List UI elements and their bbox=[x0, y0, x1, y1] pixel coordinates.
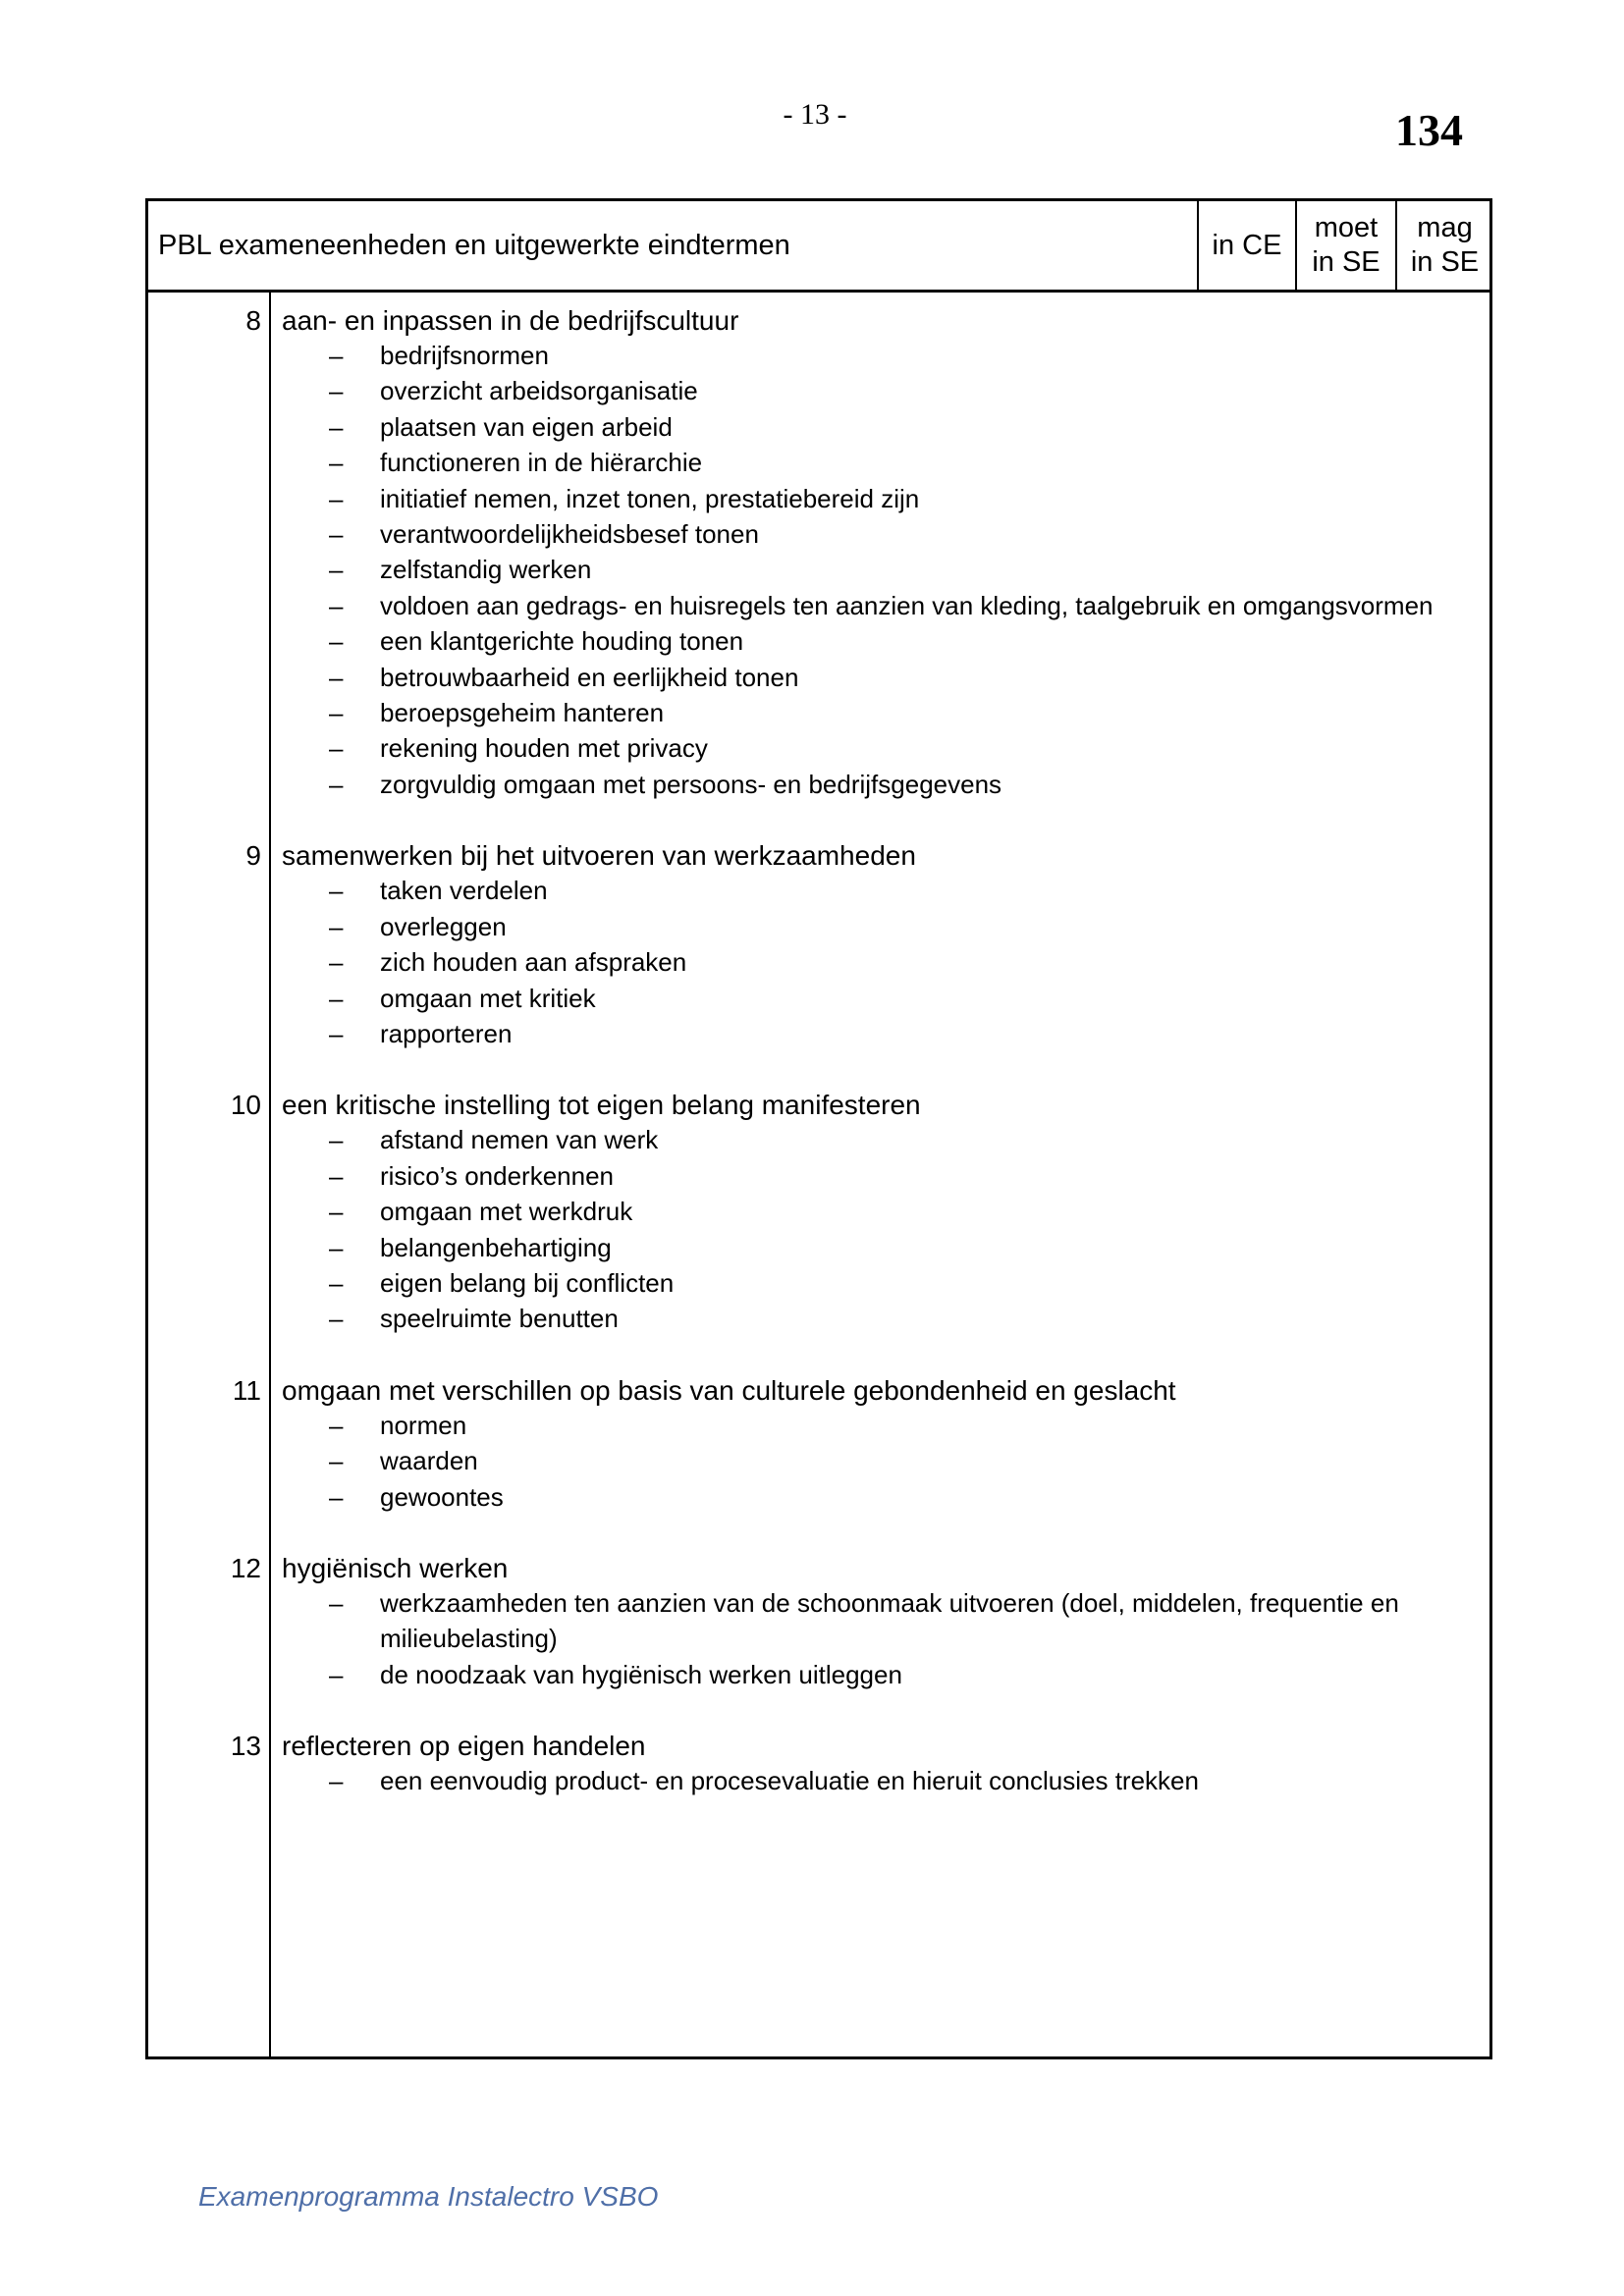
list-item bbox=[148, 695, 1489, 730]
section-title: samenwerken bij het uitvoeren van werkzaamheden bbox=[282, 840, 916, 872]
list-item-text: taken verdelen bbox=[380, 876, 548, 906]
page-number: - 13 - bbox=[783, 98, 847, 131]
section-number: 8 bbox=[245, 305, 261, 336]
list-item bbox=[148, 1585, 1489, 1657]
section-header bbox=[148, 1087, 1489, 1122]
dash-bullet-icon: – bbox=[329, 911, 344, 941]
list-item-text: waarden bbox=[380, 1446, 478, 1476]
list-item-text: omgaan met kritiek bbox=[380, 983, 596, 1013]
column-header-moet-line2: in SE bbox=[1312, 246, 1380, 278]
list-item-text: rekening houden met privacy bbox=[380, 733, 708, 764]
dash-bullet-icon: – bbox=[329, 1125, 344, 1155]
dash-bullet-icon: – bbox=[329, 769, 344, 799]
section-11 bbox=[148, 1372, 1489, 1515]
column-header-mag-line2: in SE bbox=[1410, 246, 1480, 278]
column-header-moet-in-se bbox=[1295, 201, 1395, 290]
section-10 bbox=[148, 1087, 1489, 1336]
list-item bbox=[148, 338, 1489, 373]
list-item bbox=[148, 909, 1489, 944]
list-item bbox=[148, 445, 1489, 480]
list-item bbox=[148, 1230, 1489, 1265]
section-title: een kritische instelling tot eigen belang manifesteren bbox=[282, 1090, 921, 1121]
list-item-text: zich houden aan afspraken bbox=[380, 947, 687, 978]
list-item bbox=[148, 1265, 1489, 1301]
list-item bbox=[148, 1016, 1489, 1051]
list-item bbox=[148, 944, 1489, 980]
section-header bbox=[148, 1550, 1489, 1585]
list-item bbox=[148, 660, 1489, 695]
list-item-text: overzicht arbeidsorganisatie bbox=[380, 376, 698, 406]
section-header bbox=[148, 837, 1489, 873]
list-item bbox=[148, 373, 1489, 408]
list-item-text: belangenbehartiging bbox=[380, 1232, 612, 1262]
section-title: hygiënisch werken bbox=[282, 1552, 509, 1583]
table-body bbox=[148, 293, 1489, 1835]
list-item bbox=[148, 730, 1489, 766]
section-header bbox=[148, 1372, 1489, 1408]
list-item bbox=[148, 767, 1489, 802]
dash-bullet-icon: – bbox=[329, 876, 344, 906]
dash-bullet-icon: – bbox=[329, 1587, 344, 1618]
dash-bullet-icon: – bbox=[329, 1481, 344, 1512]
section-header bbox=[148, 1728, 1489, 1763]
list-item-text: een eenvoudig product- en procesevaluatie en hieruit conclusies trekken bbox=[380, 1766, 1199, 1796]
list-item bbox=[148, 481, 1489, 516]
section-title: aan- en inpassen in de bedrijfscultuur bbox=[282, 305, 739, 336]
section-number: 13 bbox=[230, 1731, 261, 1762]
column-header-mag-in-se bbox=[1395, 201, 1492, 290]
dash-bullet-icon: – bbox=[329, 1018, 344, 1048]
list-item-text: zelfstandig werken bbox=[380, 555, 592, 585]
section-header bbox=[148, 302, 1489, 338]
list-item-text: de noodzaak van hygiënisch werken uitleggen bbox=[380, 1659, 902, 1689]
list-item-text: omgaan met werkdruk bbox=[380, 1197, 633, 1227]
dash-bullet-icon: – bbox=[329, 1304, 344, 1334]
list-item bbox=[148, 1763, 1489, 1798]
list-item bbox=[148, 1408, 1489, 1443]
list-item bbox=[148, 552, 1489, 587]
dash-bullet-icon: – bbox=[329, 733, 344, 764]
list-item-text: betrouwbaarheid en eerlijkheid tonen bbox=[380, 662, 799, 692]
column-header-mag-line1: mag bbox=[1417, 212, 1473, 243]
list-item-text: zorgvuldig omgaan met persoons- en bedrijfsgegevens bbox=[380, 769, 1002, 799]
list-item bbox=[148, 516, 1489, 552]
list-item bbox=[148, 623, 1489, 659]
dash-bullet-icon: – bbox=[329, 411, 344, 442]
dash-bullet-icon: – bbox=[329, 483, 344, 513]
list-item-text: afstand nemen van werk bbox=[380, 1125, 659, 1155]
dash-bullet-icon: – bbox=[329, 448, 344, 478]
section-number: 11 bbox=[232, 1374, 261, 1406]
list-item-text: eigen belang bij conflicten bbox=[380, 1267, 675, 1298]
dash-bullet-icon: – bbox=[329, 341, 344, 370]
dash-bullet-icon: – bbox=[329, 626, 344, 657]
list-item-text: functioneren in de hiërarchie bbox=[380, 448, 703, 478]
dash-bullet-icon: – bbox=[329, 1766, 344, 1796]
list-item-text: verantwoordelijkheidsbesef tonen bbox=[380, 519, 759, 550]
section-title: reflecteren op eigen handelen bbox=[282, 1731, 646, 1762]
dash-bullet-icon: – bbox=[329, 1197, 344, 1227]
table-header bbox=[148, 201, 1489, 293]
section-number: 12 bbox=[230, 1552, 261, 1583]
list-item-text: risico’s onderkennen bbox=[380, 1160, 614, 1191]
list-item bbox=[148, 873, 1489, 908]
section-number: 9 bbox=[245, 840, 261, 872]
document-number: 134 bbox=[1395, 105, 1463, 155]
dash-bullet-icon: – bbox=[329, 519, 344, 550]
list-item-text: speelruimte benutten bbox=[380, 1304, 619, 1334]
dash-bullet-icon: – bbox=[329, 698, 344, 728]
dash-bullet-icon: – bbox=[329, 947, 344, 978]
section-12 bbox=[148, 1550, 1489, 1692]
section-13 bbox=[148, 1728, 1489, 1798]
dash-bullet-icon: – bbox=[329, 1267, 344, 1298]
list-item bbox=[148, 1158, 1489, 1194]
list-item bbox=[148, 1479, 1489, 1515]
exam-units-table bbox=[145, 198, 1492, 2059]
dash-bullet-icon: – bbox=[329, 376, 344, 406]
section-8 bbox=[148, 302, 1489, 802]
column-header-in-ce: in CE bbox=[1197, 201, 1295, 290]
list-item-text: beroepsgeheim hanteren bbox=[380, 698, 665, 728]
dash-bullet-icon: – bbox=[329, 1659, 344, 1689]
section-9 bbox=[148, 837, 1489, 1051]
list-item bbox=[148, 981, 1489, 1016]
list-item bbox=[148, 1194, 1489, 1229]
list-item bbox=[148, 588, 1489, 623]
list-item-text: een klantgerichte houding tonen bbox=[380, 626, 744, 657]
list-item-text: overleggen bbox=[380, 911, 507, 941]
list-item-text: initiatief nemen, inzet tonen, prestatiebereid zijn bbox=[380, 483, 920, 513]
list-item bbox=[148, 1301, 1489, 1336]
dash-bullet-icon: – bbox=[329, 1232, 344, 1262]
dash-bullet-icon: – bbox=[329, 662, 344, 692]
section-title: omgaan met verschillen op basis van culturele gebondenheid en geslacht bbox=[282, 1374, 1176, 1406]
list-item-text: plaatsen van eigen arbeid bbox=[380, 411, 673, 442]
list-item bbox=[148, 1122, 1489, 1157]
dash-bullet-icon: – bbox=[329, 983, 344, 1013]
dash-bullet-icon: – bbox=[329, 555, 344, 585]
list-item-text: voldoen aan gedrags- en huisregels ten aanzien van kleding, taalgebruik en omgangsvormen bbox=[380, 590, 1434, 620]
section-number: 10 bbox=[230, 1090, 261, 1121]
list-item-text: bedrijfsnormen bbox=[380, 341, 549, 370]
list-item bbox=[148, 1657, 1489, 1692]
list-item-text: werkzaamheden ten aanzien van de schoonmaak uitvoeren (doel, middelen, frequentie en milieubelasting) bbox=[380, 1587, 1399, 1654]
dash-bullet-icon: – bbox=[329, 1160, 344, 1191]
dash-bullet-icon: – bbox=[329, 1446, 344, 1476]
column-header-moet-line1: moet bbox=[1314, 212, 1379, 243]
dash-bullet-icon: – bbox=[329, 1410, 344, 1440]
footer-document-title: Examenprogramma Instalectro VSBO bbox=[198, 2181, 659, 2212]
column-header-title: PBL exameneenheden en uitgewerkte eindtermen bbox=[158, 230, 790, 261]
list-item bbox=[148, 409, 1489, 445]
list-item-text: gewoontes bbox=[380, 1481, 504, 1512]
dash-bullet-icon: – bbox=[329, 590, 344, 620]
list-item bbox=[148, 1443, 1489, 1478]
list-item-text: normen bbox=[380, 1410, 467, 1440]
list-item-text: rapporteren bbox=[380, 1018, 513, 1048]
